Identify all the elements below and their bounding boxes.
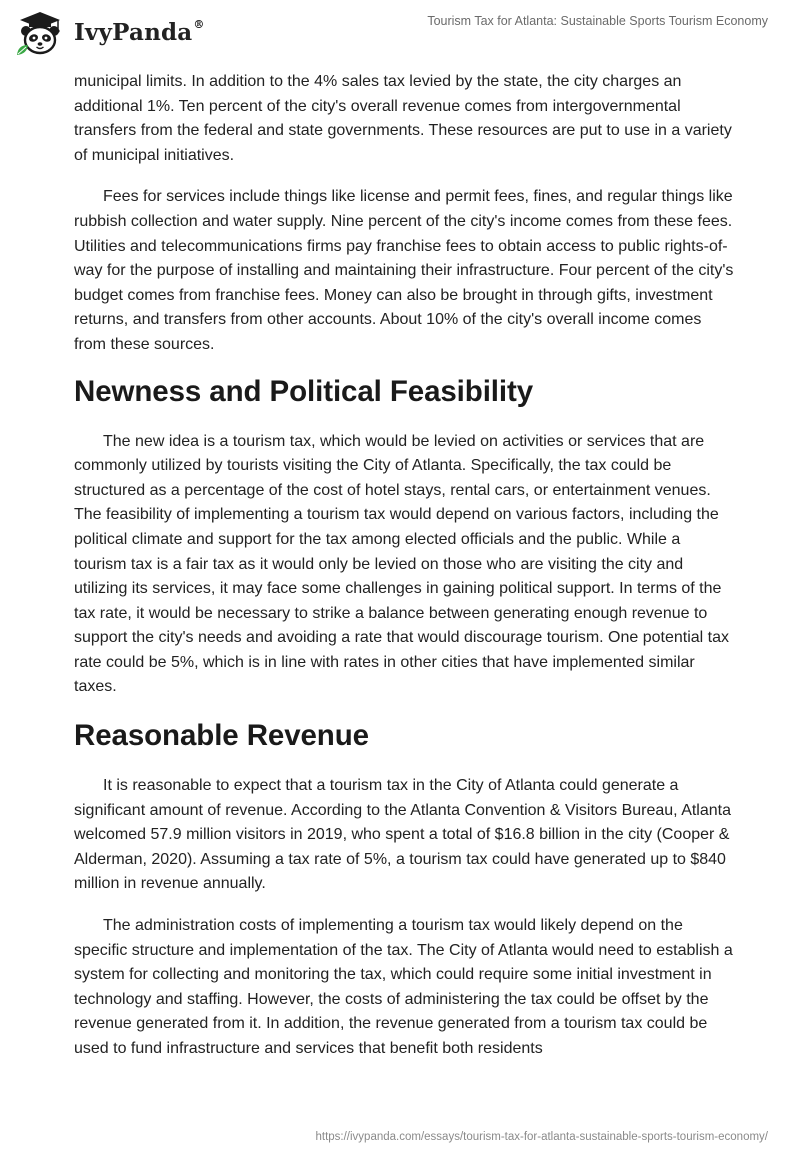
paragraph-3: The new idea is a tourism tax, which would be levied on activities or services that are commonly utilized by tourists visiting the City of Atlanta. Specifically, the tax could be structured as a percentage of the cost of hotel stays, rental cars, or entertainment venues. The feasibility of implementing a tourism tax would depend on various factors, including the political climate and support for the tax among elected officials and the public. While a tourism tax is a fair tax as it would only be levied on those who are visiting the city and utilizing its services, it may face some challenges in gaining political support. In terms of the tax rate, it would be necessary to strike a balance between generating enough revenue to support the city's needs and avoiding a rate that would discourage tourism. One potential tax rate could be 5%, which is in line with rates in other cities that have implemented similar taxes. [74, 432, 729, 696]
brand-name [74, 19, 205, 46]
registered-mark: ® [193, 17, 205, 31]
document-title: Tourism Tax for Atlanta: Sustainable Sports Tourism Economy [427, 14, 768, 28]
essay-content [74, 70, 734, 1062]
page-header [0, 0, 800, 70]
panda-graduate-icon [14, 9, 64, 59]
ivypanda-logo[interactable] [14, 9, 205, 59]
paragraph-4: It is reasonable to expect that a tourism tax in the City of Atlanta could generate a significant amount of revenue. According to the Atlanta Convention & Visitors Bureau, Atlanta welcomed 57.9 million visitors in 2019, who spent a total of $16.8 billion in the city (Cooper & Alderman, 2020). Assuming a tax rate of 5%, a tourism tax could have generated up to $840 million in revenue annually. [74, 777, 731, 893]
paragraph-1: municipal limits. In addition to the 4% sales tax levied by the state, the city charges an additional 1%. Ten percent of the city's overall revenue comes from intergovernmental transfers from the federal and state governments. These resources are put to use in a variety of municipal initiatives. [74, 73, 732, 164]
heading-reasonable-revenue: Reasonable Revenue [74, 719, 369, 753]
source-url[interactable]: https://ivypanda.com/essays/tourism-tax-for-atlanta-sustainable-sports-tourism-economy/ [315, 1131, 768, 1143]
paragraph-2: Fees for services include things like license and permit fees, fines, and regular things like rubbish collection and water supply. Nine percent of the city's income comes from these fees. Utilities and telecommunications firms pay franchise fees to obtain access to public rights-of-way for the purpose of installing and maintaining their infrastructure. Four percent of the city's budget comes from franchise fees. Money can also be brought in through gifts, investment returns, and transfers from other accounts. About 10% of the city's overall income comes from these sources. [74, 188, 734, 353]
heading-newness-political-feasibility: Newness and Political Feasibility [74, 374, 534, 408]
paragraph-5: The administration costs of implementing a tourism tax would likely depend on the specific structure and implementation of the tax. The City of Atlanta would need to establish a system for collecting and monitoring the tax, which could require some initial investment in technology and staffing. However, the costs of administering the tax could be offset by the revenue generated from it. In addition, the revenue generated from a tourism tax could be used to fund infrastructure and services that benefit both residents [74, 917, 733, 1057]
brand-name-text: IvyPanda [74, 18, 193, 46]
